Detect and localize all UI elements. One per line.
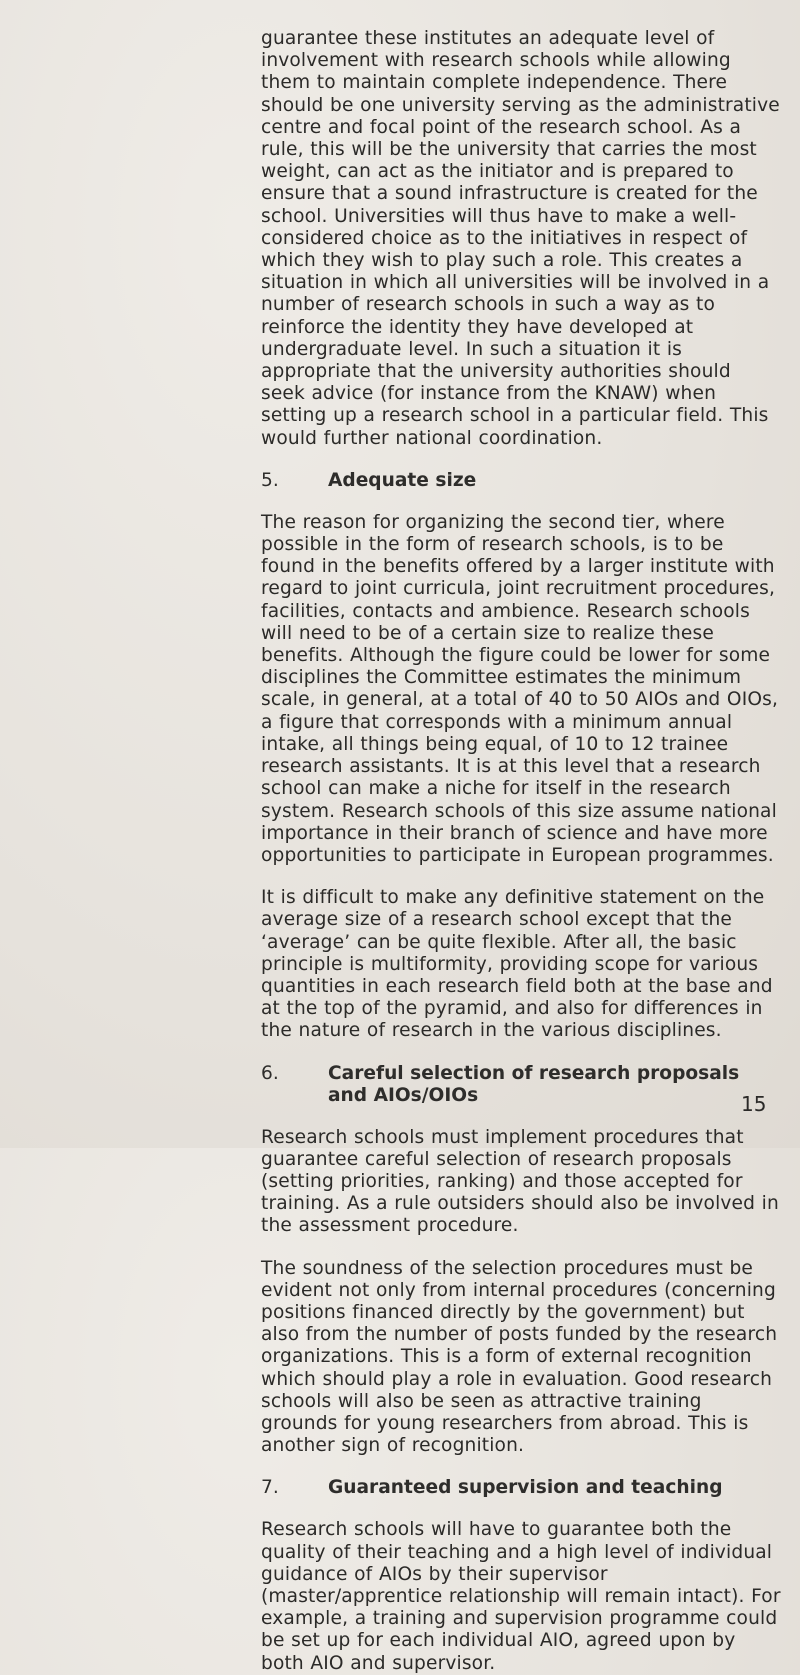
section-number: 6. xyxy=(261,1062,279,1084)
paragraph: Research schools must implement procedures that guarantee careful selection of research proposals (setting priorities, ranking) and those accepted for training. As a rule outsiders should also be involved in the assessment procedure. xyxy=(261,1126,779,1237)
section-number: 5. xyxy=(261,469,279,491)
paragraph: The reason for organizing the second tier, where possible in the form of research schools, is to be found in the benefits offered by a larger institute with regard to joint curricula, joint recruitment procedures, facilities, contacts and ambience. Research schools will need to be of a certain size to realize these benefits. Although the figure could be lower for some disciplines the Committee estimates the minimum scale, in general, at a total of 40 to 50 AIOs and OIOs, a figure that corresponds with a minimum annual intake, all things being equal, of 10 to 12 trainee research assistants. It is at this level that a research school can make a niche for itself in the research system. Research schools of this size assume national importance in their branch of science and have more opportunities to participate in European programmes. xyxy=(261,511,779,866)
section-number: 7. xyxy=(261,1477,279,1499)
section-title: Adequate size xyxy=(328,469,477,491)
paragraph: It is difficult to make any definitive statement on the average size of a research school except that the ‘average’ can be quite flexible. After all, the basic principle is multiformity, providing scope for various quantities in each research field both at the base and at the top of the pyramid, and also for differences in the nature of research in the various disciplines. xyxy=(261,887,773,1042)
paragraph: Research schools will have to guarantee both the quality of their teaching and a high level of individual guidance of AIOs by their supervisor (master/apprentice relationship will remain intact). For example, a training and supervision programme could be set up for each individual AIO, agreed upon by both AIO and supervisor. xyxy=(261,1519,781,1674)
section-heading-guaranteed-supervision xyxy=(261,1477,781,1499)
section-heading-adequate-size xyxy=(261,470,781,492)
paragraph: The soundness of the selection procedures must be evident not only from internal procedures (concerning positions financed directly by the government) but also from the number of posts funded by the research organizations. This is a form of external recognition which should play a role in evaluation. Good research schools will also be seen as attractive training grounds for young researchers from abroad. This is another sign of recognition. xyxy=(261,1257,778,1457)
section-title: Guaranteed supervision and teaching xyxy=(328,1477,723,1499)
page-number: 15 xyxy=(741,1092,767,1116)
section-heading-careful-selection xyxy=(261,1063,781,1107)
document-page xyxy=(261,28,781,1675)
section-title: Careful selection of research proposals and AIOs/OIOs xyxy=(328,1062,740,1106)
intro-paragraph: guarantee these institutes an adequate level of involvement with research schools while allowing them to maintain complete independence. There should be one university serving as the administrative centre and focal point of the research school. As a rule, this will be the university that carries the most weight, can act as the initiator and is prepared to ensure that a sound infrastructure is created for the school. Universities will thus have to make a well-considered choice as to the initiatives in respect of which they wish to play such a role. This creates a situation in which all universities will be involved in a number of research schools in such a way as to reinforce the identity they have developed at undergraduate level. In such a situation it is appropriate that the university authorities should seek advice (for instance from the KNAW) when setting up a research school in a particular field. This would further national coordination. xyxy=(261,28,780,449)
